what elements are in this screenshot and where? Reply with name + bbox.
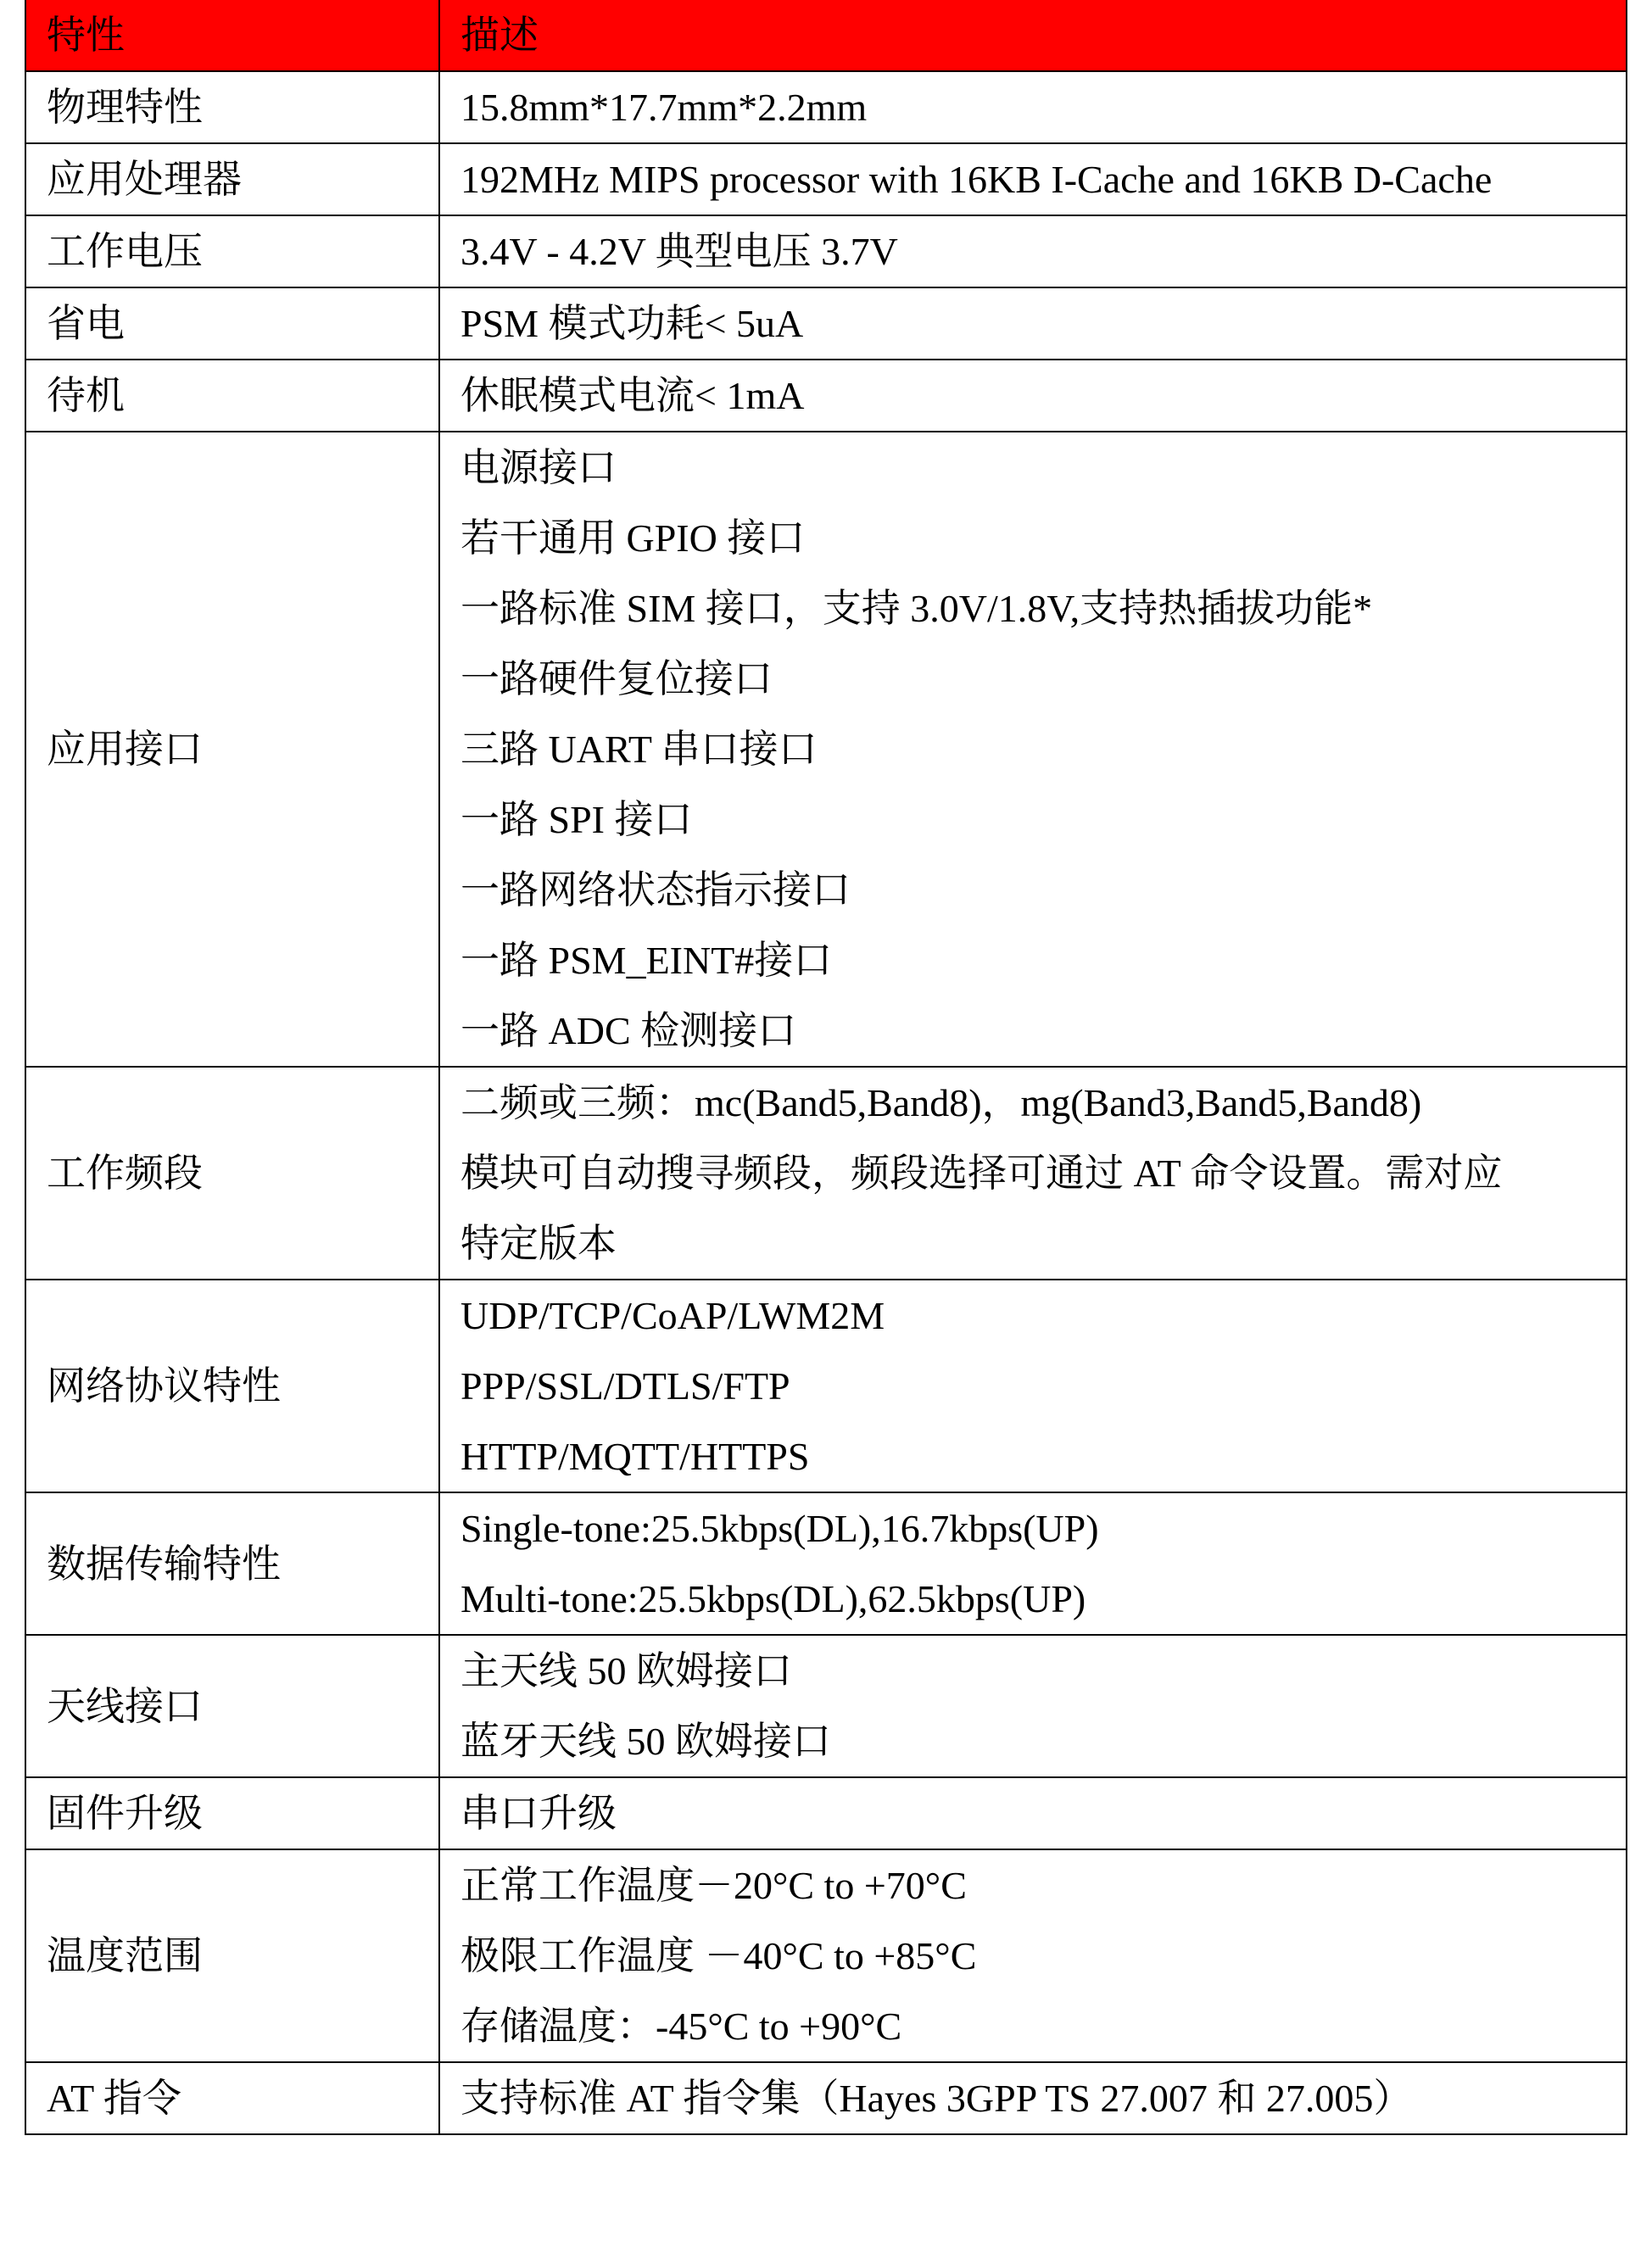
description-line: 电源接口	[460, 446, 617, 489]
feature-cell: 工作频段	[25, 1067, 439, 1280]
description-cell	[439, 71, 1627, 143]
description-line: HTTP/MQTT/HTTPS	[460, 1435, 810, 1478]
description-line: 一路 SPI 接口	[460, 798, 693, 841]
description-cell	[439, 1635, 1627, 1777]
feature-cell: 待机	[25, 360, 439, 432]
table-row	[25, 143, 1627, 215]
description-cell	[439, 143, 1627, 215]
description-line: 休眠模式电流< 1mA	[460, 374, 805, 417]
description-line: 主天线 50 欧姆接口	[460, 1649, 792, 1693]
description-line: Multi-tone:25.5kbps(DL),62.5kbps(UP)	[460, 1577, 1086, 1620]
description-line: 192MHz MIPS processor with 16KB I-Cache and 16KB D-Cache	[460, 158, 1493, 201]
description-line: 极限工作温度 －40°C to +85°C	[460, 1934, 977, 1977]
feature-cell: 网络协议特性	[25, 1280, 439, 1492]
feature-cell: 天线接口	[25, 1635, 439, 1777]
spec-body	[25, 71, 1627, 2134]
feature-cell: 数据传输特性	[25, 1492, 439, 1635]
description-cell	[439, 1492, 1627, 1635]
feature-cell: 应用处理器	[25, 143, 439, 215]
header-row	[25, 0, 1627, 71]
feature-cell: 应用接口	[25, 432, 439, 1067]
description-line: 正常工作温度－20°C to +70°C	[460, 1864, 967, 1907]
description-cell	[439, 1777, 1627, 1849]
description-line: UDP/TCP/CoAP/LWM2M	[460, 1294, 885, 1337]
table-row	[25, 2062, 1627, 2134]
description-line: 一路 PSM_EINT#接口	[460, 939, 833, 982]
description-cell	[439, 1280, 1627, 1492]
feature-cell: AT 指令	[25, 2062, 439, 2134]
header-feature: 特性	[25, 0, 439, 71]
description-line: 一路网络状态指示接口	[460, 868, 851, 912]
table-row	[25, 1777, 1627, 1849]
table-row	[25, 1849, 1627, 2062]
description-line: 一路 ADC 检测接口	[460, 1009, 797, 1052]
description-line: 蓝牙天线 50 欧姆接口	[460, 1720, 831, 1763]
table-row	[25, 287, 1627, 360]
description-cell	[439, 287, 1627, 360]
description-cell	[439, 432, 1627, 1067]
description-line: 支持标准 AT 指令集（Hayes 3GPP TS 27.007 和 27.005）	[460, 2077, 1413, 2120]
table-row	[25, 1067, 1627, 1280]
feature-cell: 工作电压	[25, 215, 439, 287]
header-description: 描述	[439, 0, 1627, 71]
description-line: 若干通用 GPIO 接口	[460, 516, 806, 560]
feature-cell: 固件升级	[25, 1777, 439, 1849]
feature-cell: 物理特性	[25, 71, 439, 143]
description-line: 一路硬件复位接口	[460, 657, 773, 700]
description-cell	[439, 215, 1627, 287]
table-row	[25, 1635, 1627, 1777]
feature-cell: 温度范围	[25, 1849, 439, 2062]
description-cell	[439, 1067, 1627, 1280]
description-line: 3.4V - 4.2V 典型电压 3.7V	[460, 230, 898, 273]
description-cell	[439, 2062, 1627, 2134]
feature-cell: 省电	[25, 287, 439, 360]
description-line: 15.8mm*17.7mm*2.2mm	[460, 86, 868, 129]
table-row	[25, 1492, 1627, 1635]
description-line: 特定版本	[460, 1222, 617, 1265]
table-row	[25, 360, 1627, 432]
description-line: 串口升级	[460, 1792, 617, 1835]
table-row	[25, 432, 1627, 1067]
description-line: 一路标准 SIM 接口，支持 3.0V/1.8V,支持热插拔功能*	[460, 587, 1373, 630]
table-row	[25, 71, 1627, 143]
description-line: Single-tone:25.5kbps(DL),16.7kbps(UP)	[460, 1507, 1099, 1550]
description-cell	[439, 360, 1627, 432]
description-line: 存储温度：-45°C to +90°C	[460, 2005, 902, 2048]
description-line: PPP/SSL/DTLS/FTP	[460, 1364, 790, 1408]
description-cell	[439, 1849, 1627, 2062]
table-row	[25, 1280, 1627, 1492]
spec-table	[25, 0, 1627, 2135]
description-line: 二频或三频：mc(Band5,Band8)，mg(Band3,Band5,Band8)	[460, 1081, 1422, 1124]
table-row	[25, 215, 1627, 287]
description-line: 三路 UART 串口接口	[460, 728, 818, 771]
description-line: 模块可自动搜寻频段，频段选择可通过 AT 命令设置。需对应	[460, 1152, 1503, 1195]
description-line: PSM 模式功耗< 5uA	[460, 302, 804, 345]
